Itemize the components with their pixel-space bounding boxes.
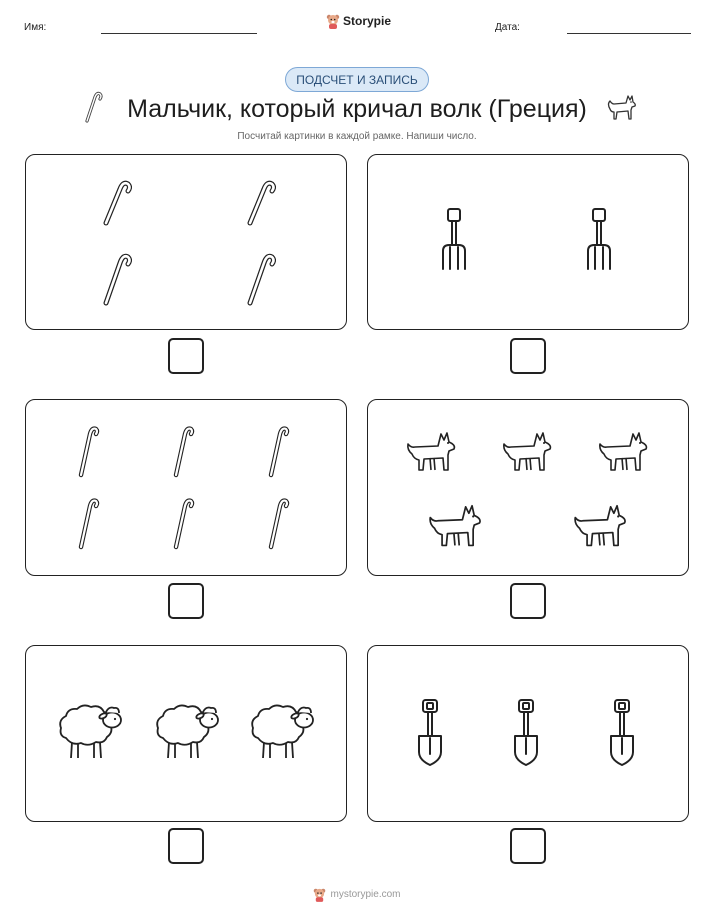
- candy-cane-icon: [244, 179, 276, 227]
- shepherd-staff-icon: [76, 496, 100, 550]
- wolf-icon: [604, 90, 638, 124]
- counting-panel-5: [25, 645, 347, 822]
- shepherd-staff-icon: [266, 496, 290, 550]
- pitchfork-icon: [583, 207, 615, 275]
- name-line[interactable]: [101, 33, 257, 34]
- instructions: Посчитай картинки в каждой рамке. Напиши число.: [237, 131, 477, 142]
- candy-cane-icon: [100, 179, 132, 227]
- bear-mascot-icon: [313, 887, 326, 902]
- wolf-icon: [571, 496, 631, 552]
- answer-box-6[interactable]: [510, 828, 546, 864]
- sheep-icon: [153, 698, 223, 764]
- candy-cane-icon: [244, 251, 276, 307]
- date-line[interactable]: [567, 33, 691, 34]
- activity-type-badge: ПОДСЧЕТ И ЗАПИСЬ: [285, 67, 429, 92]
- counting-panel-4: [367, 399, 689, 576]
- shovel-icon: [510, 698, 542, 768]
- worksheet-title: Мальчик, который кричал волк (Греция): [127, 95, 587, 123]
- counting-panel-1: [25, 154, 347, 330]
- worksheet-header: [0, 0, 714, 50]
- shepherd-staff-icon: [266, 424, 290, 478]
- sheep-icon: [56, 698, 126, 764]
- footer: [0, 887, 714, 902]
- sheep-icon: [248, 698, 318, 764]
- logo-text: Storypie: [343, 14, 392, 28]
- pitchfork-icon: [438, 207, 470, 275]
- answer-box-4[interactable]: [510, 583, 546, 619]
- date-label: Дата:: [495, 22, 520, 33]
- shovel-icon: [414, 698, 446, 768]
- wolf-icon: [500, 424, 556, 476]
- answer-box-2[interactable]: [510, 338, 546, 374]
- bear-mascot-icon: [326, 13, 340, 29]
- counting-panel-3: [25, 399, 347, 576]
- shepherd-staff-icon: [171, 496, 195, 550]
- answer-box-1[interactable]: [168, 338, 204, 374]
- name-label: Имя:: [24, 22, 47, 33]
- footer-site-link[interactable]: mystorypie.com: [330, 889, 401, 900]
- counting-panel-6: [367, 645, 689, 822]
- shovel-icon: [606, 698, 638, 768]
- shepherd-staff-icon: [76, 424, 100, 478]
- answer-box-5[interactable]: [168, 828, 204, 864]
- answer-box-3[interactable]: [168, 583, 204, 619]
- counting-panel-2: [367, 154, 689, 330]
- shepherd-staff-icon: [171, 424, 195, 478]
- wolf-icon: [426, 496, 486, 552]
- wolf-icon: [596, 424, 652, 476]
- candy-cane-icon: [100, 251, 132, 307]
- wolf-icon: [404, 424, 460, 476]
- storypie-logo: [326, 13, 391, 29]
